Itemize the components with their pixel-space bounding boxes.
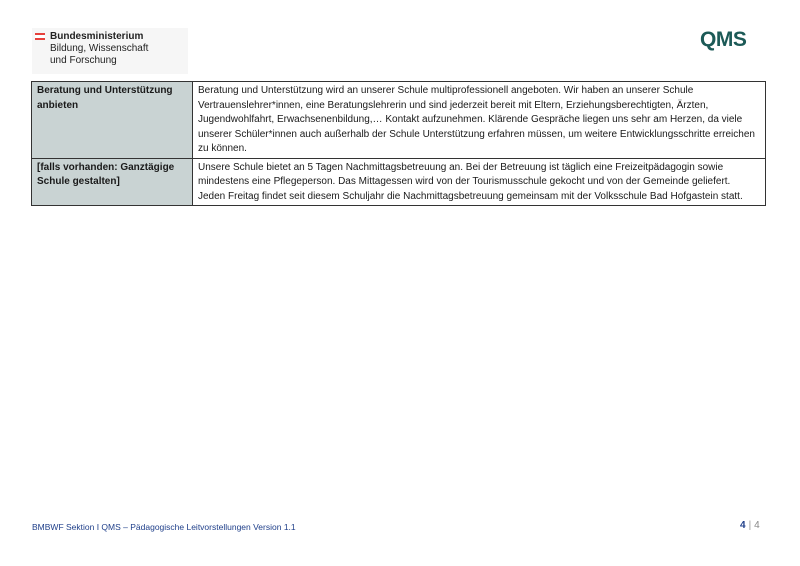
page-number: 4 (740, 520, 746, 531)
ministry-line-3: und Forschung (50, 55, 117, 66)
page-indicator (740, 520, 760, 531)
ministry-line-1: Bundesministerium (50, 31, 144, 42)
ministry-logo (32, 28, 188, 74)
row-label: [falls vorhanden: Ganztägige Schule gestalten] (32, 158, 193, 206)
row-label: Beratung und Unterstützung anbieten (32, 82, 193, 159)
qms-logo: QMS (700, 28, 747, 51)
table-row (32, 82, 766, 159)
row-content: Beratung und Unterstützung wird an unserer Schule multiprofessionell angeboten. Wir haben an unserer Schule Vertrauenslehrer*innen, eine Beratungslehrerin und sind jederzeit bereit mit Eltern, Erziehungsberechtigten, Ärzten, Jugendwohlfahrt, Erwachsenenbildung,… Kontakt aufzunehmen. Klärende Gespräche liegen uns sehr am Herzen, da viele unserer Schüler*innen auch außerhalb der Schule Unterstützung erfahren müssen, um weitere Entwicklungsschritte erreichen zu können. (193, 82, 766, 159)
page-total: 4 (754, 520, 760, 531)
page-separator: | (748, 520, 752, 531)
row-content: Unsere Schule bietet an 5 Tagen Nachmittagsbetreuung an. Bei der Betreuung ist täglich eine Freizeitpädagogin sowie mindestens eine Pflegeperson. Das Mittagessen wird von der Tourismusschule gekocht und von der Gemeinde geliefert. Jeden Freitag findet seit diesem Schuljahr die Nachmittagsbetreuung gemeinsam mit der Volksschule Bad Hofgastein statt. (193, 158, 766, 206)
content-table (31, 81, 766, 206)
table-row (32, 158, 766, 206)
austria-flag-icon (35, 33, 45, 40)
footer-document-title: BMBWF Sektion I QMS – Pädagogische Leitvorstellungen Version 1.1 (32, 522, 296, 532)
ministry-line-2: Bildung, Wissenschaft (50, 43, 149, 54)
ministry-name (50, 31, 148, 67)
